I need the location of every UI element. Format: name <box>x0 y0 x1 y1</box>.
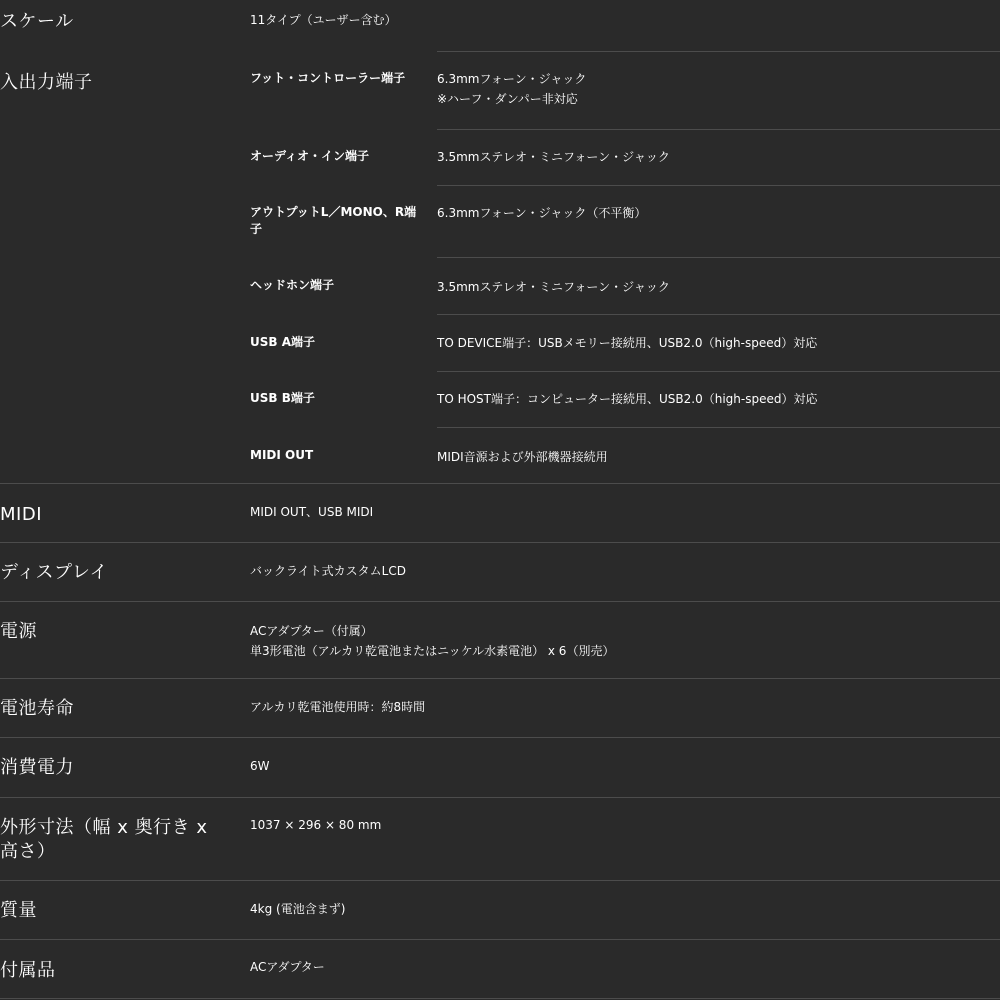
spec-row-dimensions <box>0 798 1000 881</box>
spec-label-dimensions: 外形寸法（幅 x 奥行き x 高さ） <box>0 817 208 862</box>
io-value-line: 3.5mmステレオ・ミニフォーン・ジャック <box>437 280 670 294</box>
io-row-foot-controller <box>250 52 1000 130</box>
spec-value-dimensions: 1037 × 296 × 80 mm <box>250 818 382 832</box>
io-value <box>437 203 646 223</box>
spec-row-battery-life <box>0 679 1000 738</box>
io-value-line: ※ハーフ・ダンパー非対応 <box>437 92 578 106</box>
spec-row-scale <box>0 0 1000 52</box>
io-value-line: TO DEVICE端子：USBメモリー接続用、USB2.0（high-speed）対応 <box>437 336 818 350</box>
spec-row-weight <box>0 881 1000 940</box>
spec-label-power-consumption: 消費電力 <box>0 757 74 778</box>
spec-value-scale: 11タイプ（ユーザー含む） <box>250 13 397 27</box>
power-line: 単3形電池（アルカリ乾電池またはニッケル水素電池） x 6（別売） <box>250 644 615 658</box>
io-row-output <box>250 186 1000 258</box>
io-row-audio-in <box>250 130 1000 186</box>
spec-row-power <box>0 602 1000 679</box>
io-value-line: 3.5mmステレオ・ミニフォーン・ジャック <box>437 150 670 164</box>
io-value-line: MIDI音源および外部機器接続用 <box>437 450 608 464</box>
spec-row-midi <box>0 484 1000 543</box>
io-value-line: TO HOST端子：コンピューター接続用、USB2.0（high-speed）対応 <box>437 392 818 406</box>
io-row-midi-out <box>250 428 1000 484</box>
io-row-usb-b <box>250 372 1000 428</box>
io-value-line: 6.3mmフォーン・ジャック（不平衡） <box>437 206 647 220</box>
spec-value-power <box>250 621 614 661</box>
io-value <box>437 333 817 353</box>
io-value <box>437 389 817 409</box>
spec-label-midi: MIDI <box>0 504 43 525</box>
power-line: ACアダプター（付属） <box>250 624 373 638</box>
spec-row-display <box>0 543 1000 602</box>
io-label: USB A端子 <box>250 335 315 349</box>
spec-value-battery-life: アルカリ乾電池使用時：約8時間 <box>250 700 426 714</box>
spec-value-weight: 4kg (電池含まず) <box>250 902 346 916</box>
io-label: MIDI OUT <box>250 448 314 462</box>
spec-label-display: ディスプレイ <box>0 562 108 583</box>
spec-label-power: 電源 <box>0 621 37 642</box>
spec-label-battery-life: 電池寿命 <box>0 698 74 719</box>
io-row-usb-a <box>250 315 1000 372</box>
spec-value-display: バックライト式カスタムLCD <box>250 564 406 578</box>
spec-value-accessories: ACアダプター <box>250 960 325 974</box>
spec-row-io <box>0 52 1000 484</box>
spec-row-accessories <box>0 940 1000 999</box>
spec-row-power-consumption <box>0 738 1000 798</box>
io-label: USB B端子 <box>250 391 315 405</box>
spec-label-scale: スケール <box>0 11 74 32</box>
io-row-headphone <box>250 258 1000 315</box>
io-value <box>437 69 586 109</box>
io-label: ヘッドホン端子 <box>250 278 335 292</box>
io-label: アウトプットL／MONO、R端子 <box>250 205 417 236</box>
io-value <box>437 147 670 167</box>
io-value <box>437 277 670 297</box>
io-value <box>437 447 608 467</box>
spec-label-accessories: 付属品 <box>0 960 56 981</box>
spec-value-power-consumption: 6W <box>250 759 270 773</box>
io-label: オーディオ・イン端子 <box>250 149 370 163</box>
spec-label-io: 入出力端子 <box>0 72 93 93</box>
spec-value-midi: MIDI OUT、USB MIDI <box>250 505 374 519</box>
io-label: フット・コントローラー端子 <box>250 71 406 85</box>
spec-label-weight: 質量 <box>0 900 37 921</box>
io-value-line: 6.3mmフォーン・ジャック <box>437 72 587 86</box>
